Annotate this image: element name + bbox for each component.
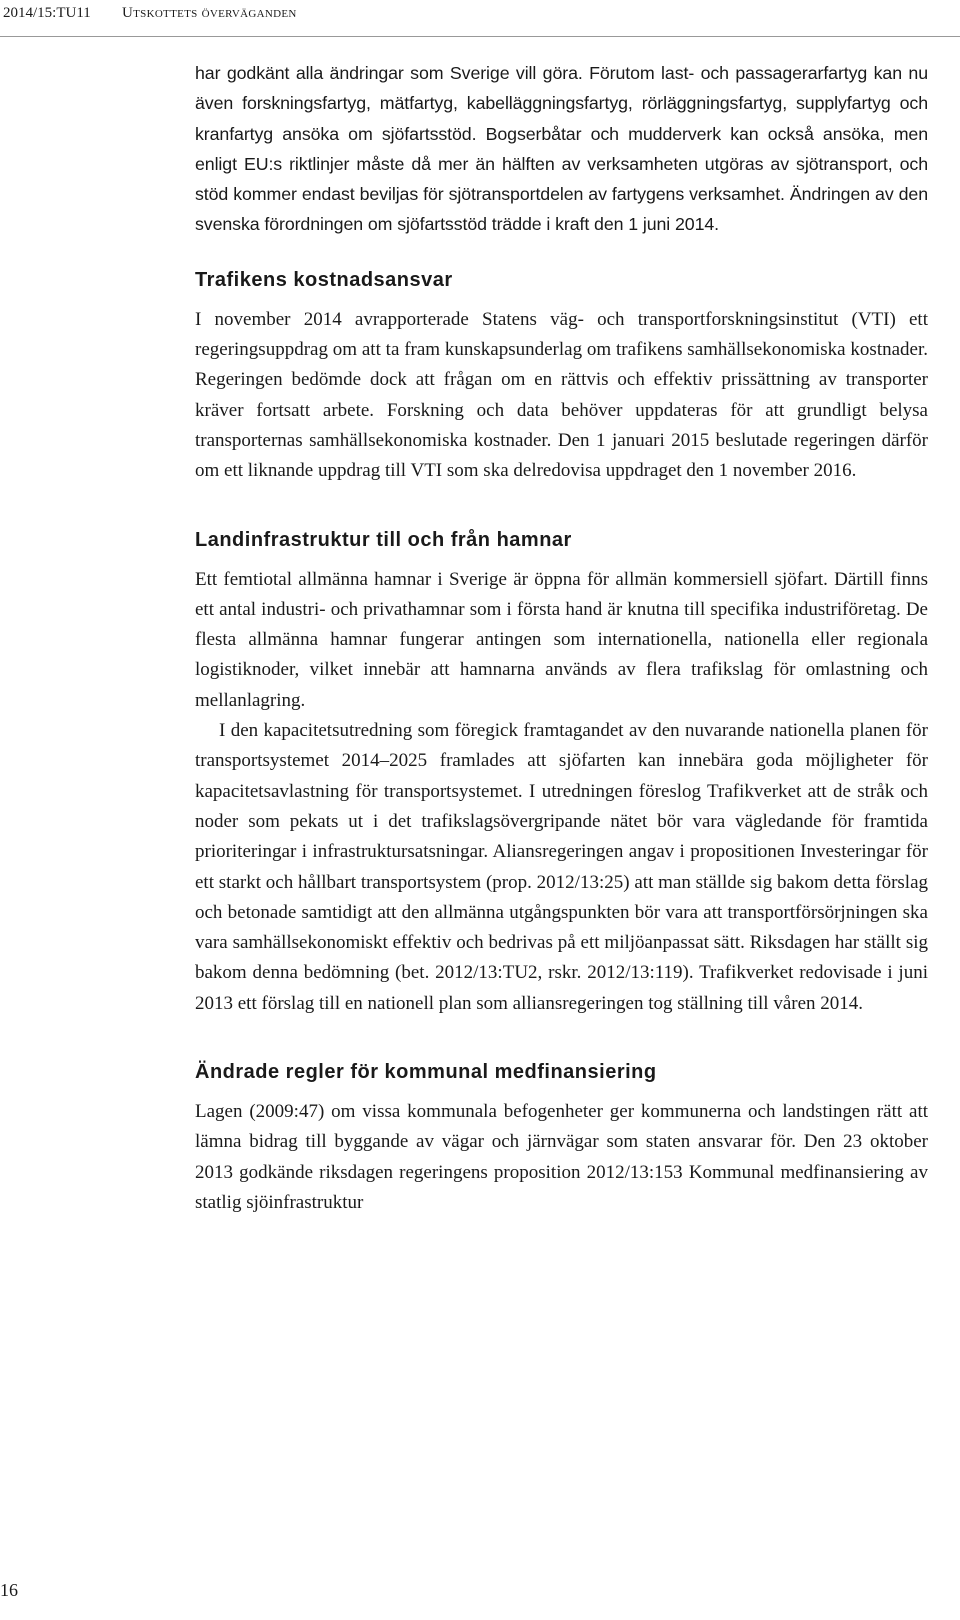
heading-trafikens-kostnadsansvar: Trafikens kostnadsansvar [195, 268, 453, 291]
heading-landinfrastruktur: Landinfrastruktur till och från hamnar [195, 528, 572, 551]
heading-kommunal-medfinansiering: Ändrade regler för kommunal medfinansiering [195, 1061, 657, 1084]
paragraph-kostnadsansvar: I november 2014 avrapporterade Statens väg- och transportforskningsinstitut (VTI) ett regeringsuppdrag om att ta fram kunskapsunderlag om trafikens samhällsekonomiska kostnader. Regeringen bedömde dock att frågan om en rättvis och effektiv prissättning av transporter kräver fortsatt arbete. Forskning och data behöver uppdateras för att grundligt belysa transporternas samhällsekonomiska kostnader. Den 1 januari 2015 beslutade regeringen därför om ett liknande uppdrag till VTI som ska delredovisa uppdraget den 1 november 2016. [195, 308, 928, 482]
paragraph-kapacitetsutredning: I den kapacitetsutredning som föregick framtagandet av den nuvarande nationella planen för transportsystemet 2014–2025 framlades att sjöfarten kan innebära goda möjligheter för kapacitetsavlastning för transportsystemet. I utredningen föreslog Trafikverket att de stråk och noder som pekats ut i det trafikslagsövergripande nätet bör vara vägledande för framtida prioriteringar i infrastruktursatsningar. Aliansregeringen angav i propositionen Investeringar för ett starkt och hållbart transportsystem (prop. 2012/13:25) att man ställde sig bakom detta förslag och betonade samtidigt att den allmänna utgångspunkten bör vara att transportförsörjningen ska vara samhällsekonomiskt effektiv och bedrivas på ett miljöanpassat sätt. Riksdagen har ställt sig bakom denna bedömning (bet. 2012/13:TU2, rskr. 2012/13:119). Trafikverket redovisade i juni 2013 ett förslag till en nationell plan som alliansregeringen tog ställning till våren 2014. [195, 720, 928, 1014]
paragraph-medfinansiering: Lagen (2009:47) om vissa kommunala befogenheter ger kommunerna och landstingen rätt att lämna bidrag till byggande av vägar och järnvägar som staten ansvarar för. Den 23 oktober 2013 godkände riksdagen regeringens proposition 2012/13:153 Kommunal medfinansiering av statlig sjöinfrastruktur [195, 1101, 928, 1213]
section-title: Utskottets överväganden [122, 5, 297, 21]
page-number: 16 [0, 1580, 18, 1600]
paragraph-sjofartsstod: har godkänt alla ändringar som Sverige vill göra. Förutom last- och passagerarfartyg kan nu även forskningsfartyg, mätfartyg, kabelläggningsfartyg, rörläggningsfartyg, supplyfartyg och kranfartyg ansöka om sjöfartsstöd. Bogserbåtar och mudderverk kan också ansöka, men enligt EU:s riktlinjer måste då mer än hälften av verksamheten utgöras av sjötransport, och stöd kommer endast beviljas för sjötransportdelen av fartygens verksamhet. Ändringen av den svenska förordningen om sjöfartsstöd trädde i kraft den 1 juni 2014. [195, 63, 928, 235]
document-reference: 2014/15:TU11 [3, 5, 91, 21]
paragraph-hamnar: Ett femtiotal allmänna hamnar i Sverige är öppna för allmän kommersiell sjöfart. Därtill finns ett antal industri- och privathamnar som i första hand är knutna till specifika industriföretag. De flesta allmänna hamnar fungerar antingen som internationella, nationella eller regionala logistiknoder, vilket innebär att hamnarna används av flera trafikslag för omlastning och mellanlagring. [195, 568, 928, 711]
body-text-column [195, 58, 928, 1218]
running-header [0, 0, 960, 37]
